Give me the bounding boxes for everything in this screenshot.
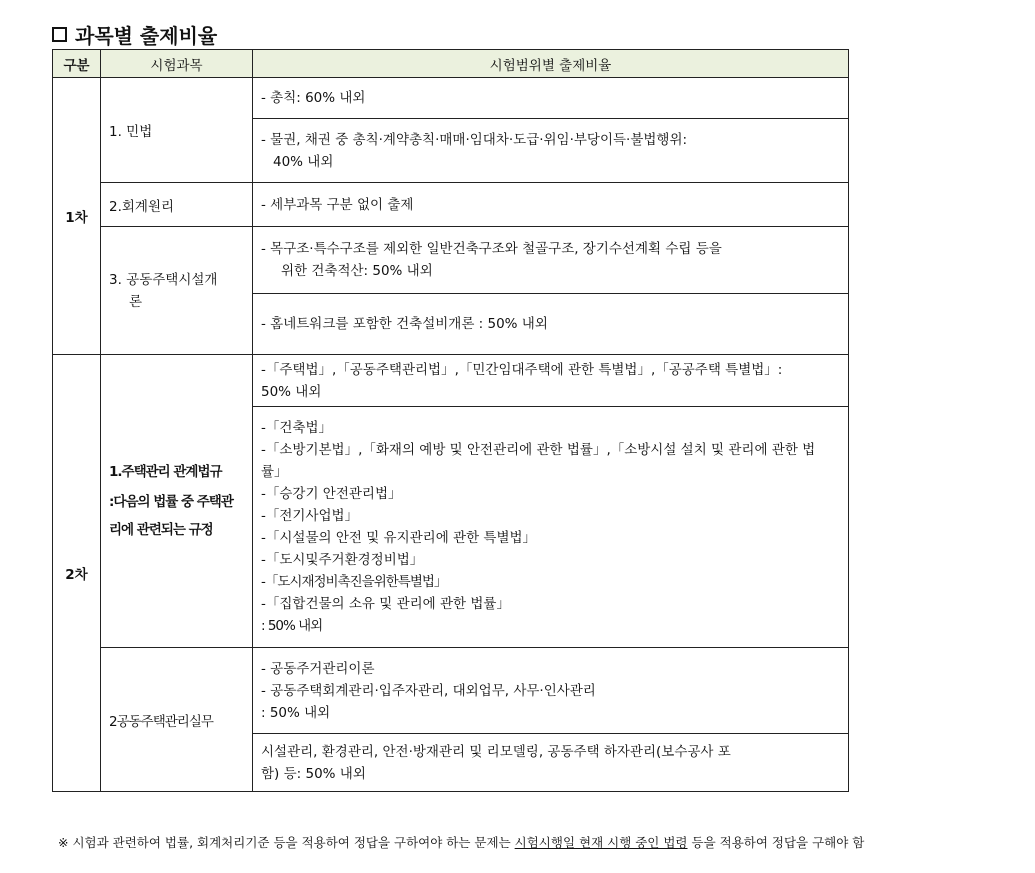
- subject-facility: [101, 227, 253, 355]
- law-item: -「집합건물의 소유 및 관리에 관한 법률」: [261, 596, 510, 612]
- law-item: -「도시재정비촉진을위한특별법」: [261, 574, 447, 590]
- table-row: [53, 183, 849, 227]
- header-subject: 시험과목: [101, 50, 253, 78]
- range-text: 함) 등: 50% 내외: [261, 765, 366, 782]
- table-header-row: [53, 50, 849, 78]
- range-cell: [253, 119, 849, 183]
- range-cell: [253, 78, 849, 119]
- header-division: 구분: [53, 50, 101, 78]
- range-text: -「주택법」,「공동주택관리법」,「민간임대주택에 관한 특별법」,「공공주택 특별법」:: [261, 361, 783, 378]
- table-row: [53, 227, 849, 294]
- range-text: : 50% 내외: [261, 704, 331, 721]
- division-first: 1차: [53, 78, 101, 355]
- footnote-underlined: 시험시행일 현재 시행 중인 법령: [514, 835, 688, 850]
- range-text: 시설관리, 환경관리, 안전·방재관리 및 리모델링, 공동주택 하자관리(보수공사 포: [261, 743, 731, 760]
- footnote-prefix: ※ 시험과 관련하여 법률, 회계처리기준 등을 적용하여 정답을 구하여야 하는 문제는: [58, 835, 515, 850]
- subject-civil-law: 1. 민법: [101, 78, 253, 183]
- law-item: -「소방기본법」,「화재의 예방 및 안전관리에 관한 법률」,「소방시설 설치 및 관리에 관한 법: [261, 442, 816, 458]
- law-item: : 50% 내외: [261, 618, 323, 634]
- range-cell: [253, 648, 849, 734]
- subject-law-line: :다음의 법률 중 주택관: [109, 494, 233, 510]
- range-text: - 물권, 채권 중 총칙·계약총칙·매매·임대차·도급·위임·부당이득·불법행위:: [261, 131, 688, 148]
- law-item: -「건축법」: [261, 420, 332, 436]
- law-item: -「승강기 안전관리법」: [261, 486, 402, 502]
- range-text: - 공동주거관리이론: [261, 660, 375, 677]
- subject-facility-line: 론: [129, 293, 143, 310]
- range-cell: [253, 227, 849, 294]
- subject-facility-line: 3. 공동주택시설개: [109, 271, 218, 288]
- footnote: [58, 833, 864, 851]
- range-cell: [253, 183, 849, 227]
- subject-accounting: 2.회계원리: [101, 183, 253, 227]
- range-text: - 총칙: 60% 내외: [261, 90, 366, 106]
- range-cell: [253, 407, 849, 648]
- subject-housing-practice: 2공동주택관리실무: [101, 648, 253, 792]
- section-title-text: 과목별 출제비율: [75, 24, 218, 48]
- exam-ratio-table: [52, 49, 849, 792]
- range-cell: [253, 294, 849, 355]
- range-text: 위한 건축적산: 50% 내외: [281, 263, 433, 279]
- range-cell: [253, 355, 849, 407]
- law-item: -「전기사업법」: [261, 508, 359, 524]
- header-range: 시험범위별 출제비율: [253, 50, 849, 78]
- checkbox-square-icon: [52, 27, 67, 42]
- law-item: 률」: [261, 464, 288, 480]
- range-text: - 공동주택회계관리·입주자관리, 대외업무, 사무·인사관리: [261, 682, 596, 699]
- law-item: -「도시및주거환경정비법」: [261, 552, 424, 568]
- range-text: - 목구조·특수구조를 제외한 일반건축구조와 철골구조, 장기수선계획 수립 등을: [261, 241, 722, 257]
- footnote-suffix: 등을 적용하여 정답을 구해야 함: [687, 835, 865, 850]
- table-row: [53, 78, 849, 119]
- section-title: [52, 20, 217, 49]
- table-row: [53, 648, 849, 734]
- range-cell: [253, 734, 849, 792]
- division-second: 2차: [53, 355, 101, 792]
- subject-law-line: 1.주택관리 관계법규: [109, 464, 222, 480]
- table-row: [53, 355, 849, 407]
- range-text: - 홈네트워크를 포함한 건축설비개론 : 50% 내외: [261, 316, 548, 332]
- subject-law-line: 리에 관련되는 규정: [109, 522, 213, 538]
- law-item: -「시설물의 안전 및 유지관리에 관한 특별법」: [261, 530, 537, 546]
- range-text: 40% 내외: [273, 153, 334, 170]
- range-text: - 세부과목 구분 없이 출제: [261, 196, 414, 213]
- range-text: 50% 내외: [261, 383, 322, 400]
- subject-housing-law: [101, 355, 253, 648]
